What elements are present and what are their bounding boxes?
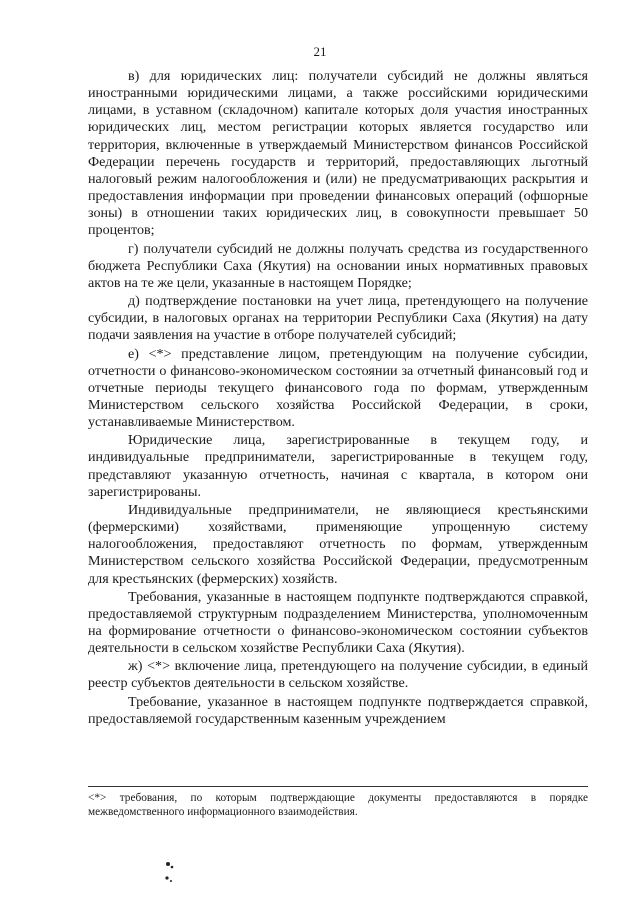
page-number: 21 — [313, 44, 327, 59]
paragraph-requirements-confirmation: Требования, указанные в настоящем подпункте подтверждаются справкой, предоставляемой структурным подразделением Министерства, уполномоченным на формирование отчетности о финансово-экономическом состоянии субъектов деятельности в сельском хозяйстве Республики Саха (Якутия). — [88, 588, 588, 657]
paragraph-zh: ж) <*> включение лица, претендующего на получение субсидии, в единый реестр субъектов деятельности в сельском хозяйстве. — [88, 658, 588, 692]
paragraph-v: в) для юридических лиц: получатели субсидий не должны являться иностранными юридическими лицами, а также российскими юридическими лицами, в уставном (складочном) капитале которых доля участия иностранных юридических лиц, местом регистрации которых является государство или территория, включенные в утверждаемый Министерством финансов Российской Федерации перечень государств и территорий, предоставляющих льготный налоговый режим налогообложения и (или) не предусматривающих раскрытия и предоставления информации при проведении финансовых операций (офшорные зоны) в отношении таких юридических лиц, в совокупности превышает 50 процентов; — [88, 68, 588, 239]
paragraph-d: д) подтверждение постановки на учет лица, претендующего на получение субсидии, в налоговых органах на территории Республики Саха (Якутия) на дату подачи заявления на участие в отборе получателей субсидий; — [88, 293, 588, 344]
paragraph-individual-entrepreneurs: Индивидуальные предприниматели, не являющиеся крестьянскими (фермерскими) хозяйствами, применяющие упрощенную систему налогообложения, предоставляют отчетность по формам, утвержденным Министерством сельского хозяйства Российской Федерации, предусмотренным для крестьянских (фермерских) хозяйств. — [88, 501, 588, 587]
paragraph-g: г) получатели субсидий не должны получать средства из государственного бюджета Республики Саха (Якутия) на основании иных нормативных правовых актов на те же цели, указанные в настоящем Порядке; — [88, 240, 588, 291]
paragraph-legal-entities: Юридические лица, зарегистрированные в текущем году, и индивидуальные предприниматели, зарегистрированные в текущем году, представляют указанную отчетность, начиная с квартала, в котором они зарегистрированы. — [88, 432, 588, 500]
paragraph-requirement-confirmation: Требование, указанное в настоящем подпункте подтверждается справкой, предоставляемой государственным казенным учреждением — [88, 693, 588, 727]
paragraph-e: е) <*> представление лицом, претендующим на получение субсидии, отчетности о финансово-экономическом состоянии за отчетный финансовый год и отчетные периоды текущего финансового года по формам, утвержденным Министерством сельского хозяйства Российской Федерации, в сроки, устанавливаемые Министерством. — [88, 345, 588, 431]
document-body — [88, 68, 588, 728]
footnote: <*> требования, по которым подтверждающие документы предоставляются в порядке межведомственного информационного взаимодействия. — [88, 792, 588, 818]
scan-speck-marks — [158, 858, 188, 888]
footnote-divider — [88, 786, 588, 787]
